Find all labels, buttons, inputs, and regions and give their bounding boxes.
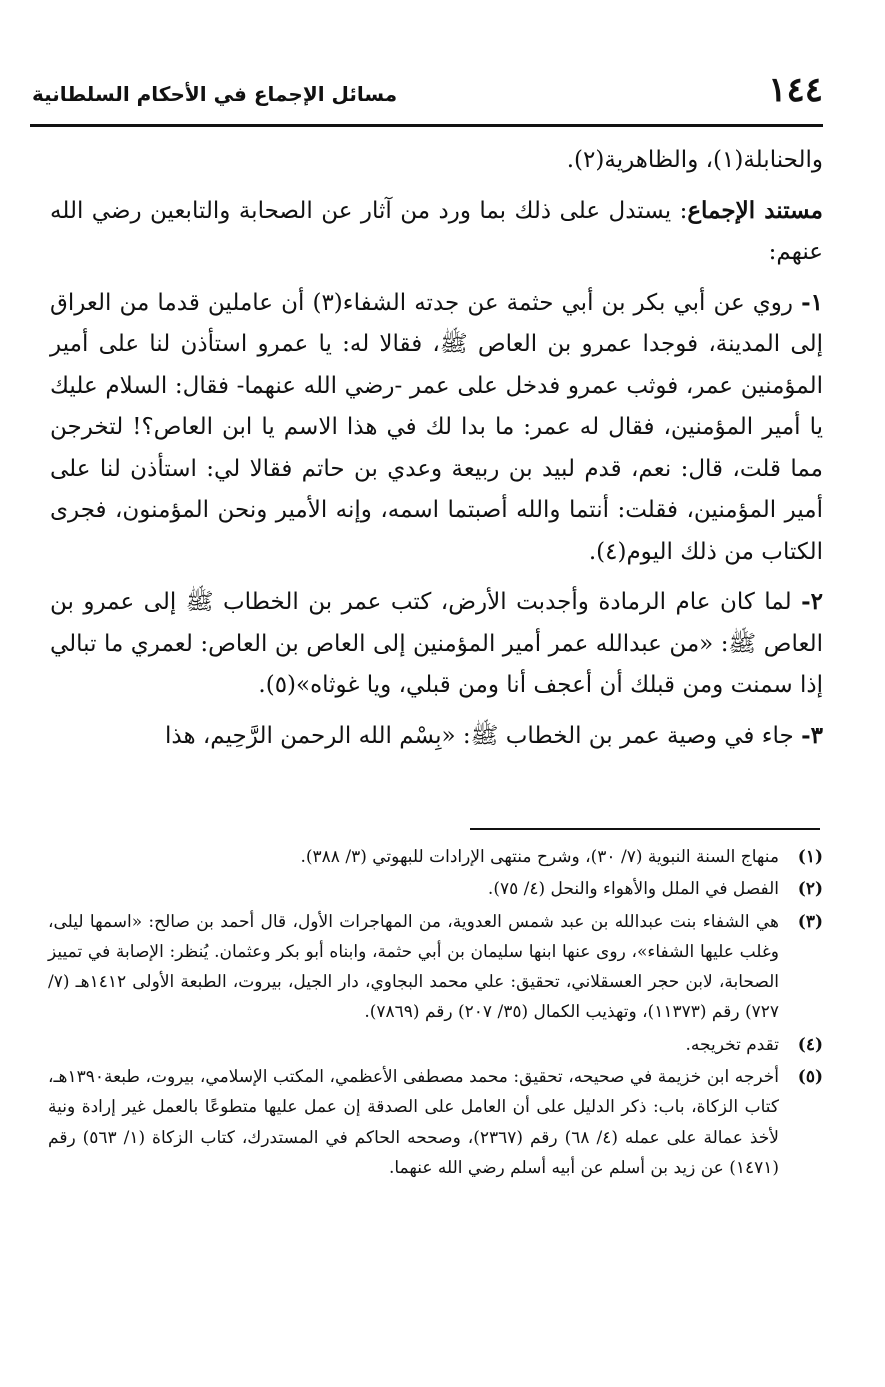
header-rule	[30, 124, 823, 127]
footnote-text: منهاج السنة النبوية (٧/ ٣٠)، وشرح منتهى الإرادات للبهوتي (٣/ ٣٨٨).	[300, 847, 779, 867]
main-text	[50, 140, 823, 765]
footnote-number: (٣)	[797, 911, 823, 932]
footnote-number: (١)	[797, 847, 823, 867]
running-title: مسائل الإجماع في الأحكام السلطانية	[32, 82, 398, 106]
footnote-1	[48, 842, 823, 872]
item-number-1: ١-	[801, 288, 824, 316]
footnote-number: (٥)	[797, 1067, 823, 1088]
page-number: ١٤٤	[768, 70, 823, 110]
paragraph-4-text: لما كان عام الرمادة وأجدبت الأرض، كتب عمر بن الخطاب ﷺ إلى عمرو بن العاص ﷺ: «من عبدالله عمر أمير المؤمنين إلى العاص بن العاص: لعمري ما تبالي إذا سمنت ومن قبلك أن أعجف أنا ومن قبلي، ويا غوثاه»(٥).	[50, 589, 823, 698]
paragraph-4	[50, 581, 823, 707]
section-heading: مستند الإجماع	[687, 196, 824, 224]
footnote-number: (٤)	[797, 1034, 823, 1055]
item-number-2: ٢-	[801, 588, 824, 615]
footnote-separator	[470, 828, 820, 830]
paragraph-5	[50, 715, 823, 758]
paragraph-1: والحنابلة(١)، والظاهرية(٢).	[566, 147, 823, 173]
footnote-3	[48, 907, 823, 1028]
paragraph-2	[50, 190, 823, 274]
footnote-text: الفصل في الملل والأهواء والنحل (٤/ ٧٥).	[487, 879, 779, 900]
paragraph-5-text: جاء في وصية عمر بن الخطاب ﷺ: «بِسْم الله الرحمن الرَّحِيم، هذا	[164, 722, 794, 749]
footnotes	[48, 842, 823, 1185]
footnote-text: هي الشفاء بنت عبدالله بن عبد شمس العدوية، من المهاجرات الأول، قال أحمد بن صالح: «اسمها ليلى، وغلب عليها الشفاء»، روى عنها ابنها سليمان بن أبي حثمة، وابناه أبو بكر وعثمان. يُنظر: الإصابة في تمييز الصحابة، لابن حجر العسقلاني، تحقيق: علي محمد البجاوي، دار الجيل، بيروت، الطبعة الأولى ١٤١٢هـ (٧/ ٧٢٧) رقم (١١٣٧٣)، وتهذيب الكمال (٣٥/ ٢٠٧) رقم (٧٨٦٩).	[48, 911, 779, 1023]
page-header	[32, 70, 823, 116]
paragraph-3	[50, 282, 823, 574]
paragraph-3-text: روي عن أبي بكر بن أبي حثمة عن جدته الشفاء(٣) أن عاملين قدما من العراق إلى المدينة، فوجدا عمرو بن العاص ﷺ، فقالا له: يا عمرو استأذن لنا على أمير المؤمنين عمر، فوثب عمرو فدخل على عمر -رضي الله عنهما- فقال: السلام عليك يا أمير المؤمنين، فقال له عمر: ما بدا لك في هذا الاسم يا ابن العاص؟! لتخرجن مما قلت، قال: نعم، قدم لبيد بن ربيعة وعدي بن حاتم فقالا لي: استأذن لنا على أمير المؤمنين، فقلت: أنتما والله أصبتما اسمه، وإنه الأمير ونحن المؤمنون، فجرى الكتاب من ذلك اليوم(٤).	[50, 289, 823, 565]
footnote-5	[48, 1062, 823, 1183]
footnote-text: أخرجه ابن خزيمة في صحيحه، تحقيق: محمد مصطفى الأعظمي، المكتب الإسلامي، بيروت، طبعة١٣٩٠هـ، كتاب الزكاة، باب: ذكر الدليل على أن العامل على الصدقة إن عمل عليها متطوعًا بالعمل غير إرادة ونية لأخذ عمالة على عمله (٤/ ٦٨) رقم (٢٣٦٧)، وصححه الحاكم في المستدرك، كتاب الزكاة (١/ ٥٦٣) رقم (١٤٧١) عن زيد بن أسلم عن أبيه أسلم رضي الله عنهما.	[48, 1067, 779, 1178]
footnote-text: تقدم تخريجه.	[685, 1034, 779, 1055]
paragraph-2-text: : يستدل على ذلك بما ورد من آثار عن الصحابة والتابعين رضي الله عنهم:	[50, 197, 823, 265]
footnote-4	[48, 1030, 823, 1060]
footnote-2	[48, 874, 823, 904]
footnote-number: (٢)	[797, 879, 823, 900]
item-number-3: ٣-	[801, 721, 823, 749]
